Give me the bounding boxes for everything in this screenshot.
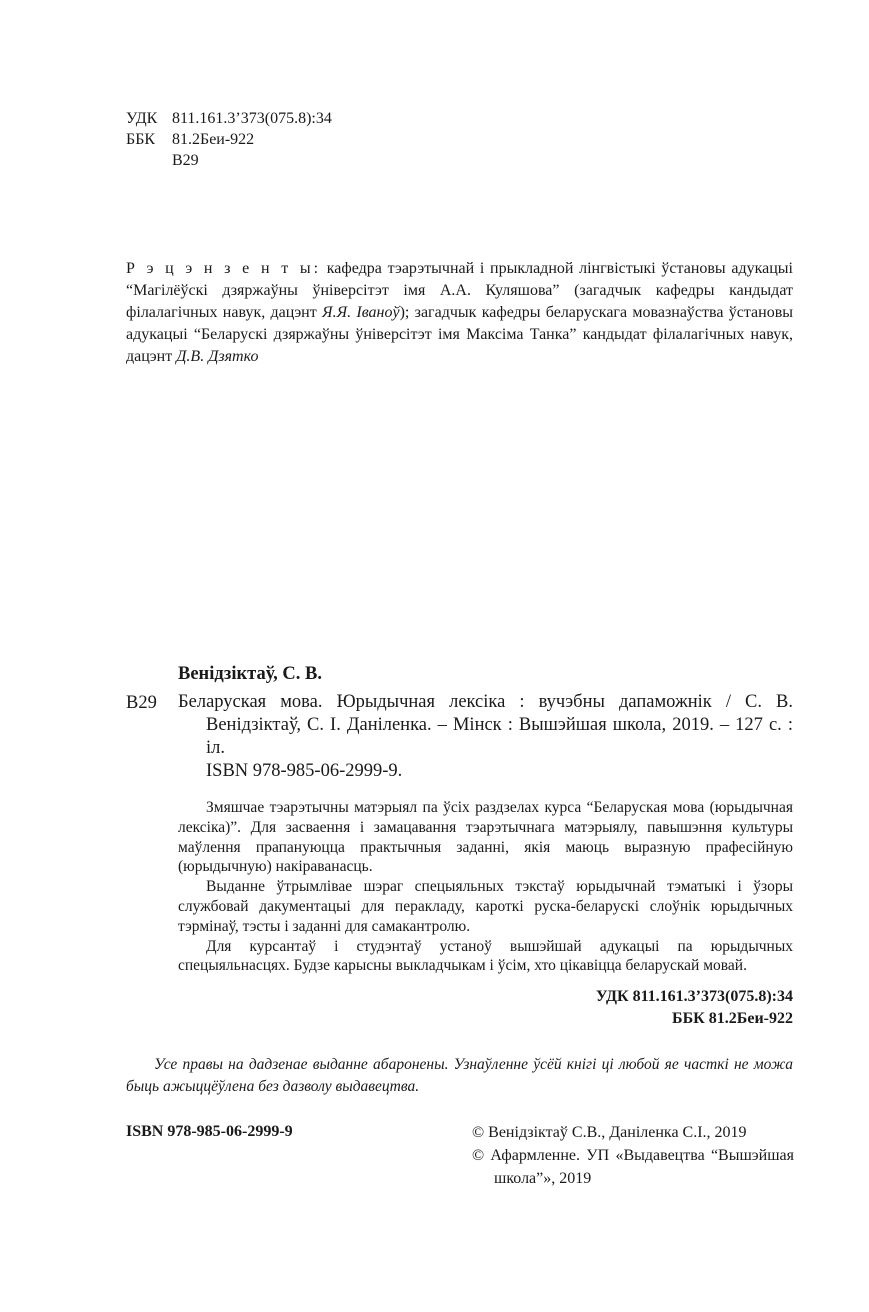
card-author: Венідзіктаў, С. В. — [178, 664, 322, 684]
copyright-block — [472, 1121, 794, 1190]
author-code-line — [126, 151, 199, 171]
isbn-bottom: ISBN 978-985-06-2999-9 — [126, 1123, 293, 1140]
card-description: Беларуская мова. Юрыдычная лексіка : вучэбны дапаможнік / С. В. Венідзіктаў, С. І. Даніленка. – Мінск : Вышэйшая школа, 2019. – 127 с. : іл. — [178, 692, 793, 758]
reviewers-block — [126, 258, 793, 368]
rights-text: Усе правы на дадзенае выданне абаронены. Узнаўленне ўсёй кнігі ці любой яе часткі не можа быць ажыццёўлена без дазволу выдавецтва. — [126, 1056, 793, 1095]
reviewers-text-1: кафедра тэарэтычнай і прыкладной лінгвістыкі ўстановы адукацыі “Магілёўскі дзяржаўны ўніверсітэт імя А.А. Куляшова” (загадчык кафедры кандыдат філалагічных навук, дацэнт — [126, 260, 793, 321]
bbk-label: ББК — [126, 131, 156, 148]
reviewer-name-1: Я.Я. Іваноў — [322, 304, 400, 321]
reviewers-text-2: ); загадчык кафедры беларускага мовазнаўства ўстановы адукацыі “Беларускі дзяржаўны ўніверсітэт імя Максіма Танка” кандыдат філалагічных навук, дацэнт — [126, 304, 794, 365]
annotation-paragraph: Змяшчае тэарэтычны матэрыял па ўсіх раздзелах курса “Беларуская мова (юрыдычная лексіка)”. Для засваення і замацавання тэарэтычнага матэрыялу, павышэння культуры маўлення прапануюцца практычныя заданні, якія маюць выразную прафесійную (юрыдычную) накіраванасць. — [178, 799, 793, 876]
catalog-card — [178, 691, 793, 783]
annotation-paragraph: Для курсантаў і студэнтаў устаноў вышэйшай адукацыі па юрыдычных спецыяльнасцях. Будзе карысны выкладчыкам і ўсім, хто цікавіцца беларускай мовай. — [178, 937, 793, 975]
annotation — [178, 798, 793, 976]
udk-line — [126, 109, 332, 129]
bbk-value: 81.2Беи-922 — [172, 131, 255, 148]
bbk-line — [126, 130, 254, 150]
copyright-line: © Афармленне. УП «Выдавецтва “Вышэйшая школа”», 2019 — [472, 1147, 794, 1187]
copyright-line: © Венідзіктаў С.В., Даніленка С.І., 2019 — [472, 1124, 747, 1141]
card-code: В29 — [126, 693, 157, 713]
udk-value: 811.161.3’373(075.8):34 — [172, 110, 332, 127]
card-isbn: ISBN 978-985-06-2999-9. — [206, 761, 403, 781]
udk-label: УДК — [126, 110, 158, 127]
annotation-paragraph: Выданне ўтрымлівае шэраг спецыяльных тэкстаў юрыдычнай тэматыкі і ўзоры службовай дакументацыі для перакладу, кароткі руска-беларускі слоўнік юрыдычных тэрмінаў, тэсты і заданні для самакантролю. — [178, 878, 793, 935]
reviewer-name-2: Д.В. Дзятко — [176, 348, 259, 365]
rights-notice — [126, 1054, 793, 1098]
author-code: В29 — [172, 152, 199, 169]
reviewers-label: Р э ц э н з е н т ы: — [126, 260, 322, 277]
udk-bottom: УДК 811.161.3’373(075.8):34 — [595, 988, 793, 1005]
classification-bottom — [596, 986, 793, 1030]
bbk-bottom: ББК 81.2Беи-922 — [672, 1010, 793, 1027]
